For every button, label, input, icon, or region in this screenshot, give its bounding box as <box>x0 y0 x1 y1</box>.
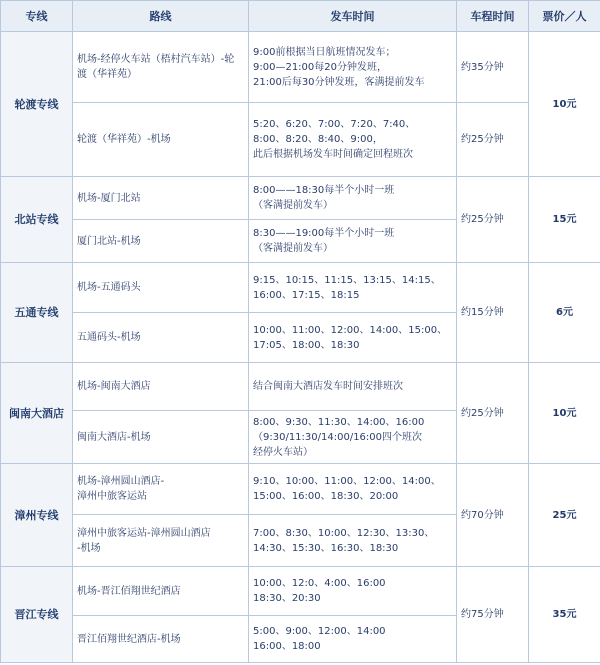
price-cell: 15元 <box>529 177 600 263</box>
duration-cell <box>457 103 529 177</box>
price-cell: 10元 <box>529 363 600 464</box>
departure-text: 7:00、8:30、10:00、12:30、13:30、 14:30、15:30、16:30、18:30 <box>253 527 435 554</box>
table-row <box>1 177 600 220</box>
line-name: 轮渡专线 <box>1 32 73 177</box>
price-cell: 10元 <box>529 32 600 177</box>
table-row <box>1 32 600 103</box>
route-cell <box>73 103 249 177</box>
duration-text: 约15分钟 <box>461 307 504 318</box>
departure-cell <box>249 411 457 464</box>
route-text: 五通码头-机场 <box>77 332 141 343</box>
route-text: 轮渡（华祥苑）-机场 <box>77 134 171 145</box>
table-row <box>1 567 600 616</box>
route-text: 机场-漳州圆山酒店- 漳州中旅客运站 <box>77 476 165 502</box>
line-name: 晋江专线 <box>1 567 73 663</box>
route-cell <box>73 464 249 515</box>
departure-text: 5:00、9:00、12:00、14:00 16:00、18:00 <box>253 626 386 652</box>
departure-text: 9:00前根据当日航班情况发车； 9:00—21:00每20分钟发班， 21:00后每30分钟发班，客满提前发车 <box>253 46 425 88</box>
departure-cell <box>249 32 457 103</box>
departure-cell <box>249 313 457 363</box>
duration-cell <box>457 263 529 363</box>
line-name: 闽南大酒店 <box>1 363 73 464</box>
duration-cell <box>457 567 529 663</box>
route-cell <box>73 363 249 411</box>
route-text: 晋江佰翔世纪酒店-机场 <box>77 633 181 645</box>
departure-text: 9:15、10:15、11:15、13:15、14:15、 16:00、17:15、18:15 <box>253 274 441 301</box>
route-text: 漳州中旅客运站-漳州圆山酒店 -机场 <box>77 527 211 554</box>
route-cell <box>73 177 249 220</box>
price-cell: 6元 <box>529 263 600 363</box>
route-cell <box>73 411 249 464</box>
duration-text: 约25分钟 <box>461 407 504 419</box>
table-row <box>1 103 600 177</box>
line-name: 北站专线 <box>1 177 73 263</box>
header-departure: 发车时间 <box>249 1 457 32</box>
route-cell <box>73 32 249 103</box>
duration-cell <box>457 464 529 567</box>
route-text: 机场-五通码头 <box>77 282 141 293</box>
departure-text: 结合闽南大酒店发车时间安排班次 <box>253 381 403 392</box>
route-text: 机场-晋江佰翔世纪酒店 <box>77 585 181 597</box>
route-cell <box>73 567 249 616</box>
departure-text: 8:30——19:00每半个小时一班 （客满提前发车） <box>253 228 395 254</box>
departure-cell <box>249 616 457 663</box>
route-text: 机场-厦门北站 <box>77 192 141 204</box>
price-cell: 35元 <box>529 567 600 663</box>
duration-text: 约25分钟 <box>461 134 504 145</box>
duration-text: 约25分钟 <box>461 214 504 225</box>
header-price: 票价／人 <box>529 1 600 32</box>
departure-text: 10:00、11:00、12:00、14:00、15:00、 17:05、18:00、18:30 <box>253 324 448 351</box>
route-cell <box>73 515 249 567</box>
line-name: 五通专线 <box>1 263 73 363</box>
departure-cell <box>249 263 457 313</box>
route-text: 机场-经停火车站（梧村汽车站）-轮渡（华祥苑） <box>77 54 235 80</box>
route-cell <box>73 313 249 363</box>
duration-text: 约35分钟 <box>461 61 504 73</box>
departure-cell <box>249 464 457 515</box>
departure-text: 10:00、12:0、4:00、16:00 18:30、20:30 <box>253 578 386 604</box>
duration-cell <box>457 32 529 103</box>
departure-text: 5:20、6:20、7:00、7:20、7:40、 8:00、8:20、8:40、9:00， 此后根据机场发车时间确定回程班次 <box>253 119 416 160</box>
duration-text: 约70分钟 <box>461 509 504 521</box>
table-row <box>1 263 600 313</box>
route-cell <box>73 220 249 263</box>
table-row <box>1 363 600 411</box>
departure-cell <box>249 567 457 616</box>
departure-text: 8:00、9:30、11:30、14:00、16:00 （9:30/11:30/14:00/16:00四个班次 经停火车站） <box>253 416 425 458</box>
duration-text: 约75分钟 <box>461 609 504 620</box>
departure-cell <box>249 177 457 220</box>
departure-text: 8:00——18:30每半个小时一班 （客满提前发车） <box>253 185 395 211</box>
route-text: 机场-闽南大酒店 <box>77 381 151 392</box>
route-cell <box>73 263 249 313</box>
route-cell <box>73 616 249 663</box>
route-text: 厦门北站-机场 <box>77 235 141 247</box>
departure-cell <box>249 103 457 177</box>
table-row <box>1 464 600 515</box>
departure-text: 9:10、10:00、11:00、12:00、14:00、 15:00、16:00、18:30、20:00 <box>253 476 441 502</box>
header-duration: 车程时间 <box>457 1 529 32</box>
duration-cell <box>457 177 529 263</box>
departure-cell <box>249 363 457 411</box>
duration-cell <box>457 363 529 464</box>
departure-cell <box>249 220 457 263</box>
header-route: 路线 <box>73 1 249 32</box>
departure-cell <box>249 515 457 567</box>
route-text: 闽南大酒店-机场 <box>77 431 151 443</box>
header-row <box>1 1 600 32</box>
header-line: 专线 <box>1 1 73 32</box>
price-cell: 25元 <box>529 464 600 567</box>
line-name: 漳州专线 <box>1 464 73 567</box>
